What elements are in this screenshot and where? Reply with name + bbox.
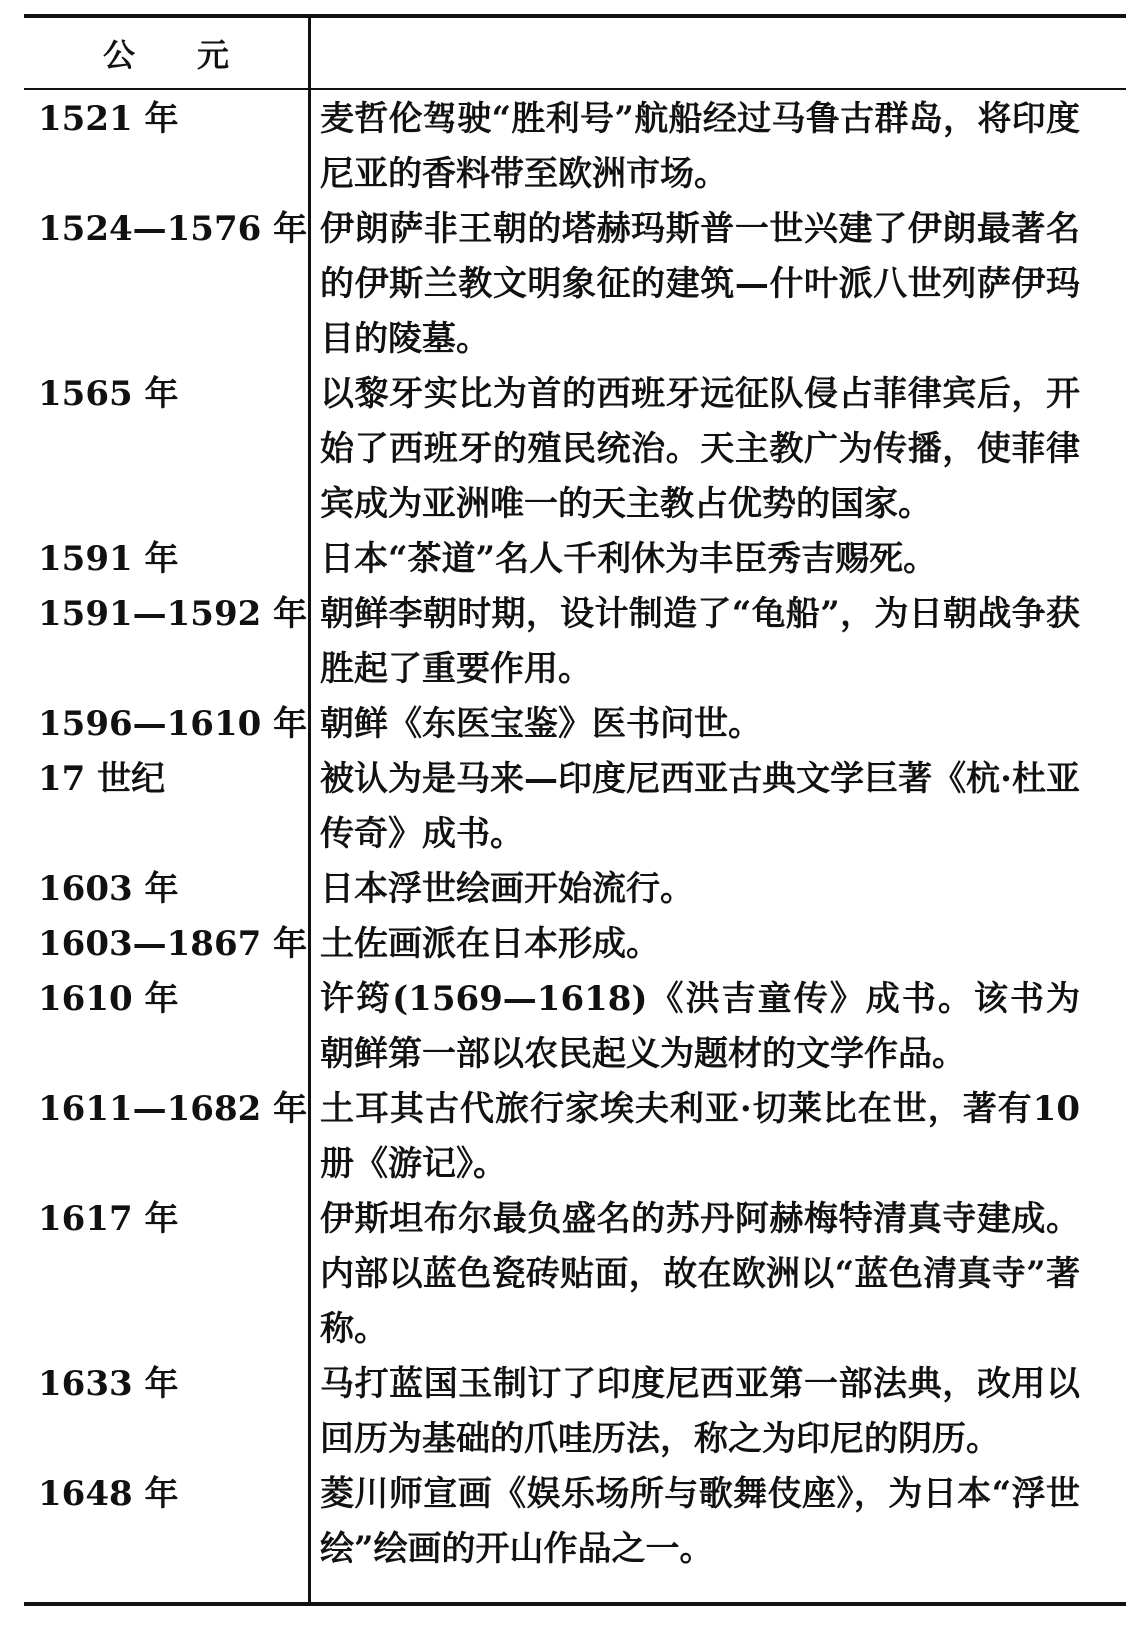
row-year: 1596—1610 年 bbox=[38, 704, 308, 744]
row-event: 朝鲜《东医宝鉴》医书问世。 bbox=[320, 704, 762, 744]
table-row bbox=[24, 367, 1126, 532]
table-row bbox=[24, 697, 1126, 752]
row-event: 土佐画派在日本形成。 bbox=[320, 924, 660, 964]
row-event: 伊朗萨非王朝的塔赫玛斯普一世兴建了伊朗最著名的伊斯兰教文明象征的建筑—什叶派八世列萨伊玛目的陵墓。 bbox=[320, 209, 1080, 359]
row-year: 1633 年 bbox=[38, 1364, 179, 1404]
table-row bbox=[24, 1467, 1126, 1577]
table-row bbox=[24, 1192, 1126, 1357]
row-year: 1648 年 bbox=[38, 1474, 179, 1514]
row-event: 马打蓝国玉制订了印度尼西亚第一部法典，改用以回历为基础的爪哇历法，称之为印尼的阴历。 bbox=[320, 1364, 1080, 1459]
row-year: 1617 年 bbox=[38, 1199, 179, 1239]
table-row bbox=[24, 1357, 1126, 1467]
row-event: 被认为是马来—印度尼西亚古典文学巨著《杭·杜亚传奇》成书。 bbox=[320, 759, 1080, 854]
row-event: 朝鲜李朝时期，设计制造了“龟船”，为日朝战争获胜起了重要作用。 bbox=[320, 594, 1080, 689]
table-header-rule bbox=[24, 88, 1126, 90]
row-event: 日本浮世绘画开始流行。 bbox=[320, 869, 694, 909]
row-event: 土耳其古代旅行家埃夫利亚·切莱比在世，著有10 册《游记》。 bbox=[320, 1089, 1080, 1184]
row-year: 1591 年 bbox=[38, 539, 179, 579]
row-event: 伊斯坦布尔最负盛名的苏丹阿赫梅特清真寺建成。内部以蓝色瓷砖贴面，故在欧洲以“蓝色清真寺”著称。 bbox=[320, 1199, 1080, 1349]
table-row bbox=[24, 202, 1126, 367]
row-year: 1524—1576 年 bbox=[38, 209, 308, 249]
table-row bbox=[24, 587, 1126, 697]
row-event: 菱川师宣画《娱乐场所与歌舞伎座》，为日本“浮世绘”绘画的开山作品之一。 bbox=[320, 1474, 1080, 1569]
row-year: 1611—1682 年 bbox=[38, 1089, 308, 1129]
row-year: 1591—1592 年 bbox=[38, 594, 308, 634]
table-row bbox=[24, 862, 1126, 917]
table-row bbox=[24, 532, 1126, 587]
table-row bbox=[24, 92, 1126, 202]
table-row bbox=[24, 917, 1126, 972]
row-event: 麦哲伦驾驶“胜利号”航船经过马鲁古群岛，将印度尼亚的香料带至欧洲市场。 bbox=[320, 99, 1080, 194]
row-year: 1603—1867 年 bbox=[38, 924, 308, 964]
row-year: 1565 年 bbox=[38, 374, 179, 414]
table-row bbox=[24, 752, 1126, 862]
table-row bbox=[24, 972, 1126, 1082]
row-event: 日本“茶道”名人千利休为丰臣秀吉赐死。 bbox=[320, 539, 938, 579]
row-event: 以黎牙实比为首的西班牙远征队侵占菲律宾后，开始了西班牙的殖民统治。天主教广为传播，使菲律宾成为亚洲唯一的天主教占优势的国家。 bbox=[320, 374, 1080, 524]
row-event: 许筠(1569—1618)《洪吉童传》成书。该书为朝鲜第一部以农民起义为题材的文学作品。 bbox=[320, 979, 1080, 1074]
row-year: 1521 年 bbox=[38, 99, 179, 139]
row-year: 1610 年 bbox=[38, 979, 179, 1019]
row-year: 17 世纪 bbox=[38, 759, 166, 799]
row-year: 1603 年 bbox=[38, 869, 179, 909]
table-body bbox=[24, 92, 1126, 1577]
table-row bbox=[24, 1082, 1126, 1192]
column-header-year: 公元 bbox=[102, 36, 291, 74]
table-bottom-rule bbox=[24, 1602, 1126, 1606]
